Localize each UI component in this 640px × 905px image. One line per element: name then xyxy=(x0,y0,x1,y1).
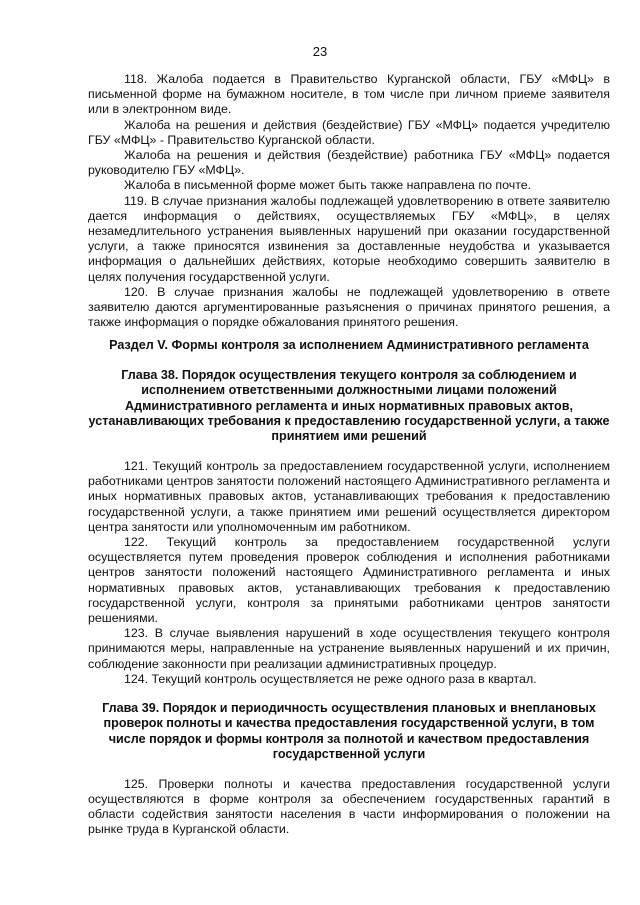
page-content xyxy=(88,72,610,837)
paragraph-121: 121. Текущий контроль за предоставлением государственной услуги, исполнением работниками центров занятости положений настоящего Административного регламента и иных нормативных правовых актов, устанавливающих требования к предоставлению государственной услуги, а также принятием ими решений осуществляется директором центра занятости или уполномоченным им работником. xyxy=(88,458,610,534)
paragraph-complaint-employee: Жалоба на решения и действия (бездействие) работника ГБУ «МФЦ» подается руководителю ГБУ «МФЦ». xyxy=(88,148,610,178)
chapter-38-heading: Глава 38. Порядок осуществления текущего контроля за соблюдением и исполнением ответственными должностными лицами положений Административного регламента и иных нормативных правовых актов, устанавливающих требования к предоставлению государственной услуги, а также принятием ими решений xyxy=(88,367,610,444)
section-heading: Раздел V. Формы контроля за исполнением Административного регламента xyxy=(109,338,589,353)
paragraph-124: 124. Текущий контроль осуществляется не реже одного раза в квартал. xyxy=(124,671,537,686)
chapter-39-heading: Глава 39. Порядок и периодичность осуществления плановых и внеплановых проверок полноты и качества предоставления государственной услуги, в том числе порядок и формы контроля за полнотой и качеством предоставления государственной услуги xyxy=(102,700,596,762)
paragraph-complaint-mail: Жалоба в письменной форме может быть также направлена по почте. xyxy=(124,178,532,193)
paragraph-118: 118. Жалоба подается в Правительство Курганской области, ГБУ «МФЦ» в письменной форме на бумажном носителе, в том числе при личном приеме заявителя или в электронном виде. xyxy=(88,72,610,117)
page-number: 23 xyxy=(312,44,328,59)
paragraph-complaint-founder: Жалоба на решения и действия (бездействие) ГБУ «МФЦ» подается учредителю ГБУ «МФЦ» - Правительство Курганской области. xyxy=(88,117,610,147)
paragraph-123: 123. В случае выявления нарушений в ходе осуществления текущего контроля принимаются меры, направленные на устранение выявленных нарушений и их причин, соблюдение законности при реализации административных процедур. xyxy=(88,626,610,671)
paragraph-120: 120. В случае признания жалобы не подлежащей удовлетворению в ответе заявителю даются аргументированные разъяснения о причинах принятого решения, а также информация о порядке обжалования принятого решения. xyxy=(88,284,610,330)
paragraph-119: 119. В случае признания жалобы подлежащей удовлетворению в ответе заявителю дается информация о действиях, осуществляемых ГБУ «МФЦ», в целях незамедлительного устранения выявленных нарушений при оказании государственной услуги, а также приносятся извинения за доставленные неудобства и указывается информация о дальнейших действиях, которые необходимо совершить заявителю в целях получения государственной услуги. xyxy=(88,193,610,284)
paragraph-125: 125. Проверки полноты и качества предоставления государственной услуги осуществляются в форме контроля за обеспечением государственных гарантий в области содействия занятости населения в части информирования о положении на рынке труда в Курганской области. xyxy=(88,776,610,837)
paragraph-122: 122. Текущий контроль за предоставлением государственной услуги осуществляется путем проведения проверок соблюдения и исполнения работниками центров занятости положений настоящего Административного регламента и иных нормативных правовых актов, устанавливающих требования к предоставлению государственной услуги, контроля за принятыми работниками центров занятости решениями. xyxy=(88,534,610,625)
